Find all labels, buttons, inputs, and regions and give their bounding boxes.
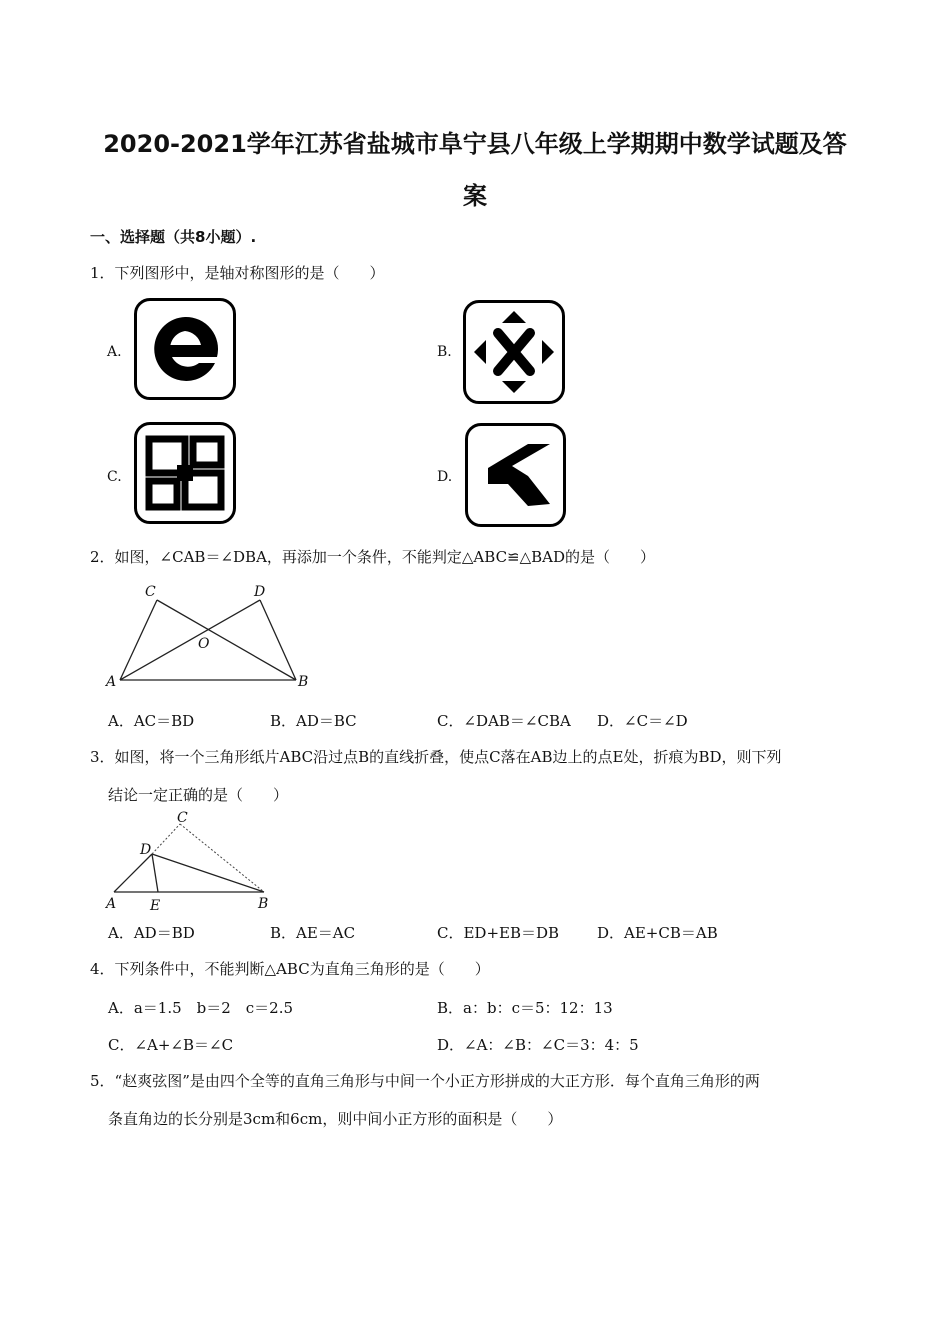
- q3-label-c: C: [177, 810, 188, 826]
- question-2-stem: 2．如图，∠CAB＝∠DBA，再添加一个条件，不能判定△ABC≌△BAD的是（ ）: [90, 548, 656, 566]
- q2-figure: [100, 578, 330, 697]
- question-1-stem: 1．下列图形中，是轴对称图形的是（ ）: [90, 264, 385, 282]
- q1-option-a-label: A.: [107, 344, 122, 360]
- question-5-stem-line2: 条直角边的长分别是3cm和6cm，则中间小正方形的面积是（ ）: [108, 1110, 563, 1128]
- s-shape-icon: [465, 423, 566, 527]
- arrows-x-icon: [463, 300, 565, 404]
- page-title-line1: 2020-2021学年江苏省盐城市阜宁县八年级上学期期中数学试题及答: [103, 130, 847, 158]
- q1-option-c-label: C.: [107, 469, 122, 485]
- q2-label-d: D: [254, 584, 266, 600]
- knot-icon: [134, 422, 236, 524]
- page-title-line2: 案: [463, 182, 487, 210]
- q2-label-a: A: [106, 674, 117, 690]
- q3-option-c: C．ED+EB＝DB: [437, 924, 560, 942]
- section-heading: 一、选择题（共8小题）.: [90, 228, 257, 246]
- q2-option-d: D．∠C＝∠D: [597, 712, 688, 730]
- q2-option-b: B．AD＝BC: [270, 712, 357, 730]
- q4-option-a: A．a＝1.5 b＝2 c＝2.5: [108, 999, 294, 1017]
- q2-label-o: O: [198, 636, 210, 652]
- q3-option-b: B．AE＝AC: [270, 924, 356, 942]
- q4-option-c: C．∠A+∠B＝∠C: [108, 1036, 234, 1054]
- q3-label-a: A: [106, 896, 117, 912]
- q3-figure: [100, 806, 285, 918]
- q3-label-b: B: [258, 896, 269, 912]
- q4-option-b: B．a：b：c＝5：12：13: [437, 999, 613, 1017]
- q1-option-d-label: D.: [437, 469, 453, 485]
- question-5-stem-line1: 5．“赵爽弦图”是由四个全等的直角三角形与中间一个小正方形拼成的大正方形．每个直角三角形的两: [90, 1072, 760, 1090]
- q2-label-c: C: [145, 584, 156, 600]
- q3-option-a: A．AD＝BD: [108, 924, 195, 942]
- question-3-stem-line1: 3．如图，将一个三角形纸片ABC沿过点B的直线折叠，使点C落在AB边上的点E处，折痕为BD，则下列: [90, 748, 782, 766]
- q3-option-d: D．AE+CB＝AB: [597, 924, 718, 942]
- q2-label-b: B: [298, 674, 309, 690]
- q2-option-c: C．∠DAB＝∠CBA: [437, 712, 571, 730]
- q4-option-d: D．∠A：∠B：∠C＝3：4：5: [437, 1036, 639, 1054]
- question-3-stem-line2: 结论一定正确的是（ ）: [108, 786, 289, 804]
- question-4-stem: 4．下列条件中，不能判断△ABC为直角三角形的是（ ）: [90, 960, 490, 978]
- q1-option-b-label: B.: [437, 344, 452, 360]
- q3-label-d: D: [140, 842, 152, 858]
- letter-e-icon: [134, 298, 236, 400]
- q3-label-e: E: [150, 898, 161, 914]
- q2-option-a: A．AC＝BD: [108, 712, 195, 730]
